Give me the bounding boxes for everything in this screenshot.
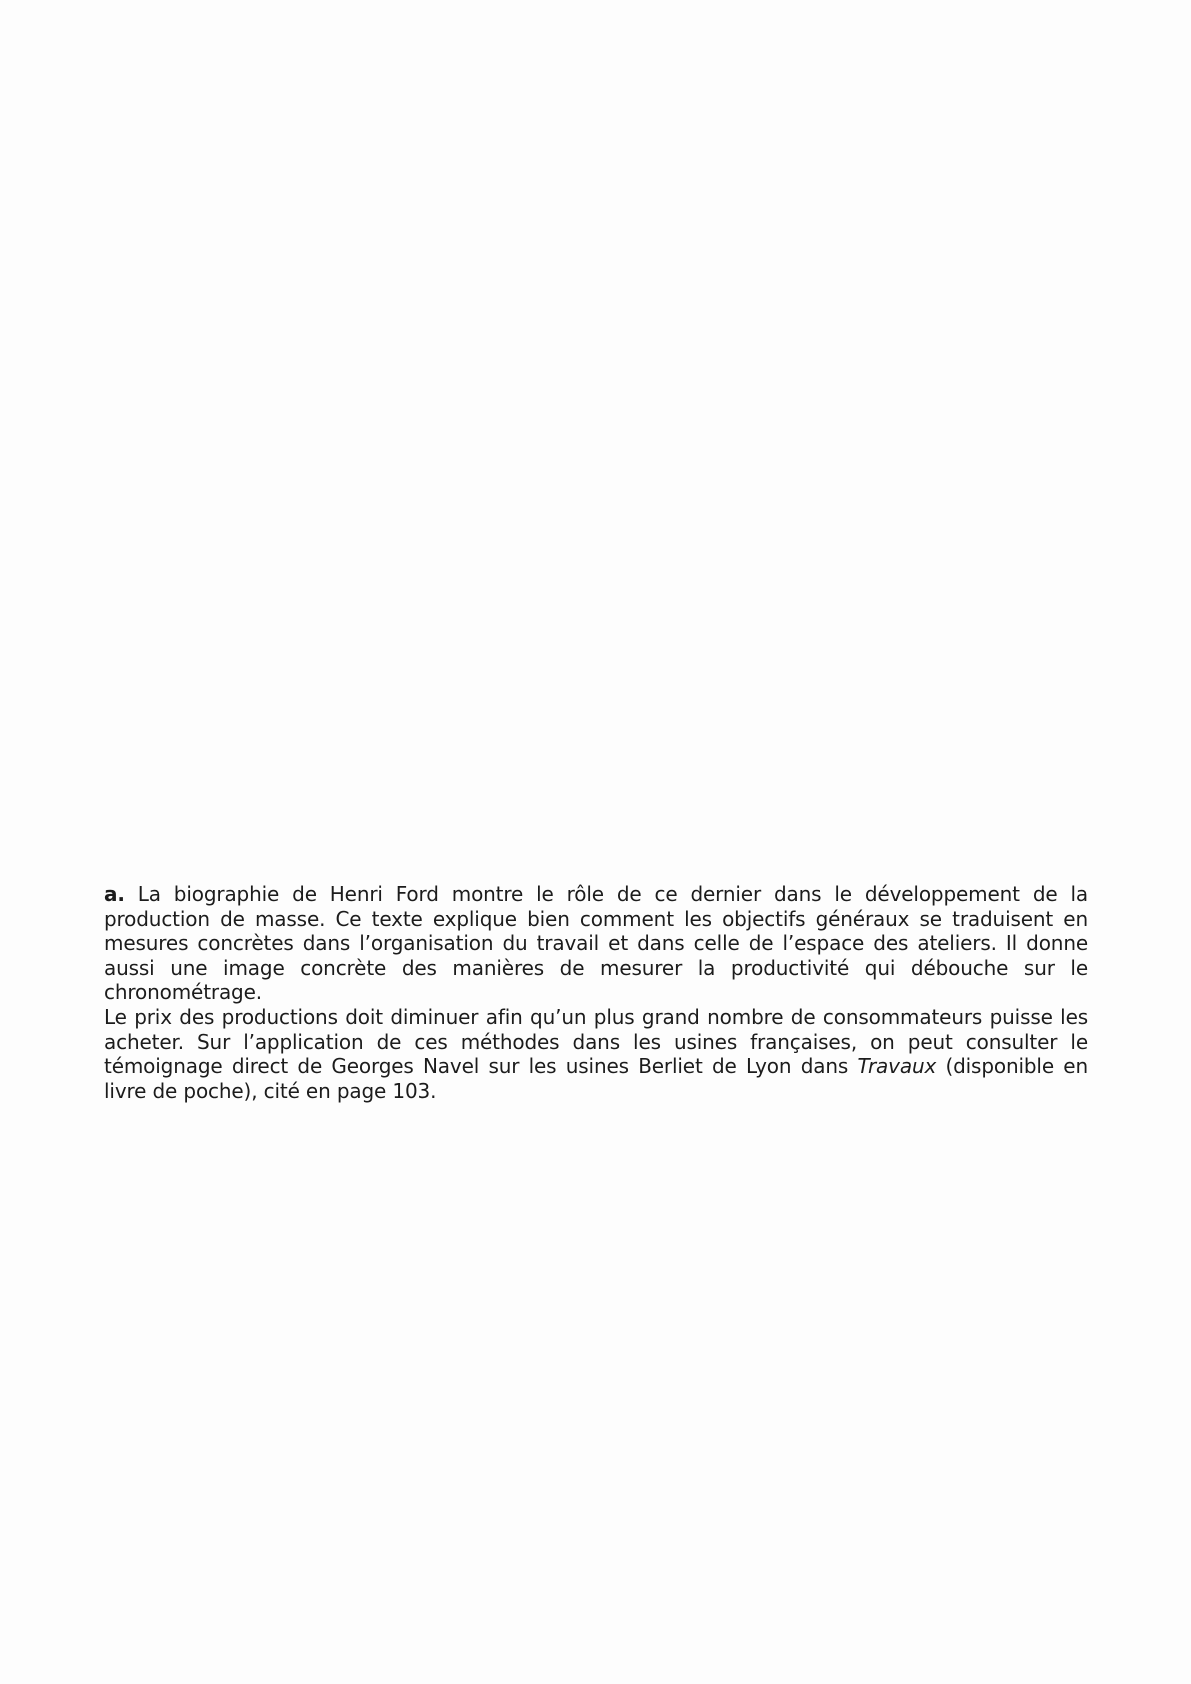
note-marker: a. — [104, 882, 125, 906]
note-paragraph-2-text-after: (disponible en livre de poche), cité en page 103. — [104, 1054, 1088, 1103]
footnote-block — [104, 882, 1088, 1103]
book-title: Travaux — [857, 1054, 937, 1079]
note-paragraph-2 — [104, 1005, 1088, 1103]
note-paragraph-1 — [104, 882, 1088, 1005]
note-paragraph-2-text-before: Le prix des productions doit diminuer afin qu’un plus grand nombre de consommateurs puisse les acheter. Sur l’application de ces méthodes dans les usines françaises, on peut consulter le témoignage direct de Georges Navel sur les usines Berliet de Lyon dans — [104, 1004, 1088, 1079]
note-paragraph-1-text: La biographie de Henri Ford montre le rôle de ce dernier dans le développement de la production de masse. Ce texte explique bien comment les objectifs généraux se traduisent en mesures concrètes dans l’organisation du travail et dans celle de l’espace des ateliers. Il donne aussi une image concrète des manières de mesurer la productivité qui débouche sur le chronométrage. — [104, 882, 1088, 1005]
